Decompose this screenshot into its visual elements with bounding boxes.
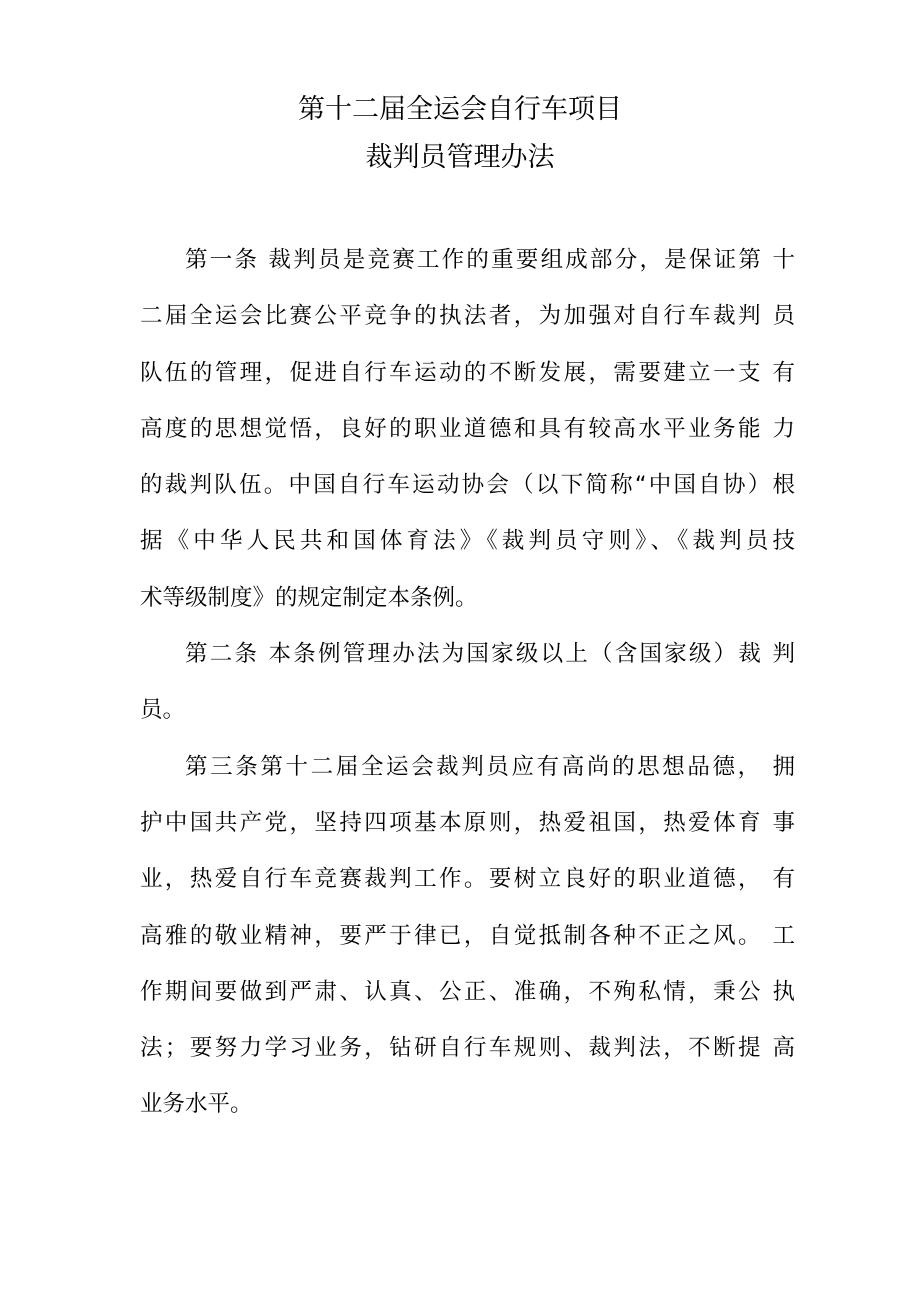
title-line-1: 第十二届全运会自行车项目 xyxy=(298,94,622,125)
document-body xyxy=(140,232,795,1133)
paragraph-line: 据《中华人民共和国体育法》《裁判员守则》、《裁判员技 xyxy=(140,528,795,555)
paragraph-line: 员。 xyxy=(140,697,186,724)
article-1-paragraph xyxy=(140,232,795,626)
paragraph-line: 业，热爱自行车竞赛裁判工作。要树立良好的职业道德， 有 xyxy=(140,866,795,893)
paragraph-line: 的裁判队伍。中国自行车运动协会（以下简称“中国自协）根 xyxy=(140,472,795,499)
paragraph-line: 第一条 裁判员是竞赛工作的重要组成部分，是保证第 十 xyxy=(185,247,795,273)
paragraph-line: 法；要努力学习业务，钻研自行车规则、裁判法，不断提 高 xyxy=(140,1035,795,1062)
article-3-paragraph xyxy=(140,739,795,1133)
document-title xyxy=(0,86,920,182)
paragraph-line: 护中国共产党，坚持四项基本原则，热爱祖国，热爱体育 事 xyxy=(140,809,795,836)
paragraph-line: 第三条第十二届全运会裁判员应有高尚的思想品德， 拥 xyxy=(185,753,795,780)
paragraph-line: 作期间要做到严肃、认真、公正、准确，不殉私情，秉公 执 xyxy=(140,978,795,1005)
paragraph-line: 二届全运会比赛公平竞争的执法者，为加强对自行车裁判 员 xyxy=(140,303,795,330)
paragraph-line: 第二条 本条例管理办法为国家级以上（含国家级）裁 判 xyxy=(185,641,795,668)
paragraph-line: 队伍的管理，促进自行车运动的不断发展，需要建立一支 有 xyxy=(140,359,795,386)
paragraph-line: 业务水平。 xyxy=(140,1091,253,1118)
paragraph-line: 高雅的敬业精神，要严于律已，自觉抵制各种不正之风。 工 xyxy=(140,922,795,949)
article-2-paragraph xyxy=(140,626,795,739)
paragraph-line: 高度的思想觉悟，良好的职业道德和具有较高水平业务能 力 xyxy=(140,415,795,442)
paragraph-line: 术等级制度》的规定制定本条例。 xyxy=(140,584,478,611)
title-line-2: 裁判员管理办法 xyxy=(365,142,555,173)
